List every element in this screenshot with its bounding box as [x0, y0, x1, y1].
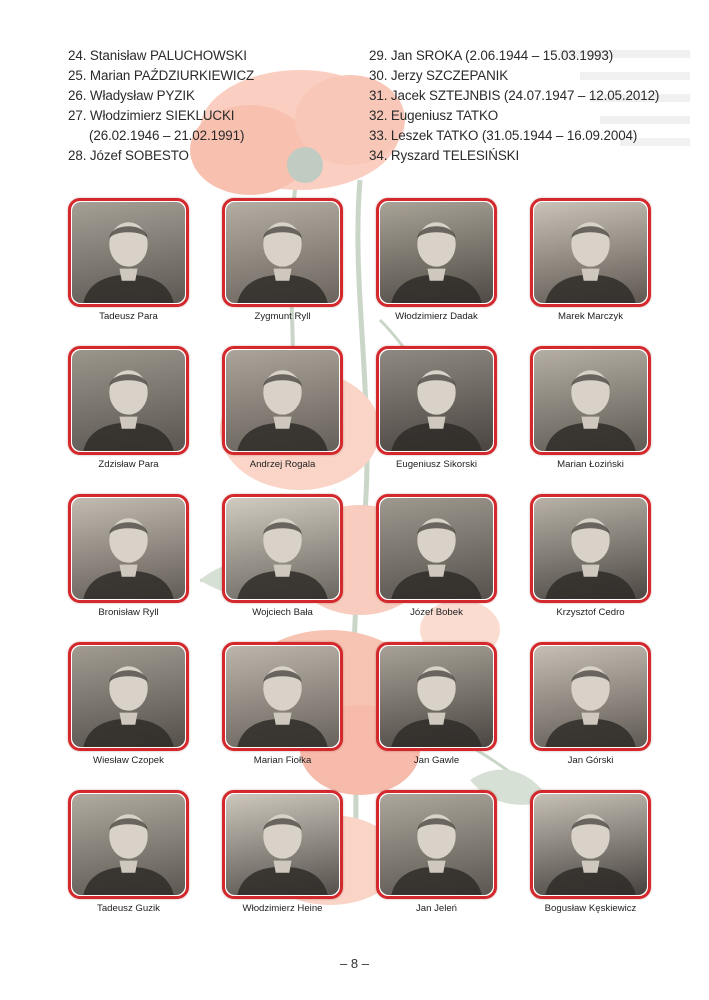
portrait-card: [530, 494, 651, 618]
portrait-photo: [534, 350, 647, 451]
portrait-caption: Wojciech Bała: [252, 607, 313, 618]
portrait-frame: [222, 198, 343, 307]
portrait-caption: Bronisław Ryll: [98, 607, 159, 618]
portrait-card: [376, 346, 497, 470]
portrait-card: [222, 346, 343, 470]
person-silhouette-icon: [226, 646, 339, 747]
portrait-caption: Wiesław Czopek: [93, 755, 164, 766]
portrait-photo: [534, 646, 647, 747]
portrait-caption: Marian Łoziński: [557, 459, 624, 470]
person-silhouette-icon: [380, 646, 493, 747]
portrait-card: [376, 198, 497, 322]
person-silhouette-icon: [226, 794, 339, 895]
portrait-photo: [226, 498, 339, 599]
portrait-caption: Bogusław Kęskiewicz: [544, 903, 637, 914]
portrait-frame: [376, 790, 497, 899]
person-silhouette-icon: [534, 202, 647, 303]
portrait-caption: Włodzimierz Heine: [242, 903, 323, 914]
person-silhouette-icon: [72, 498, 185, 599]
portrait-card: [376, 494, 497, 618]
portrait-card: [222, 642, 343, 766]
portrait-frame: [222, 790, 343, 899]
portrait-caption: Krzysztof Cedro: [556, 607, 625, 618]
list-item: 31. Jacek SZTEJNBIS (24.07.1947 – 12.05.2012): [369, 88, 660, 103]
portrait-frame: [530, 346, 651, 455]
portrait-card: [530, 642, 651, 766]
portrait-frame: [222, 642, 343, 751]
portrait-frame: [68, 494, 189, 603]
portrait-photo: [380, 794, 493, 895]
person-silhouette-icon: [534, 498, 647, 599]
portrait-caption: Tadeusz Guzik: [97, 903, 160, 914]
portrait-caption: Marek Marczyk: [557, 311, 624, 322]
list-item: 33. Leszek TATKO (31.05.1944 – 16.09.2004): [369, 128, 638, 143]
portrait-card: [68, 346, 189, 470]
names-list-left: [68, 46, 358, 166]
person-silhouette-icon: [72, 350, 185, 451]
portrait-frame: [530, 642, 651, 751]
portrait-photo: [72, 202, 185, 303]
portrait-caption: Eugeniusz Sikorski: [395, 459, 478, 470]
portrait-photo: [226, 350, 339, 451]
portrait-frame: [530, 494, 651, 603]
person-silhouette-icon: [380, 350, 493, 451]
portrait-card: [68, 494, 189, 618]
list-item: 30. Jerzy SZCZEPANIK: [369, 68, 509, 83]
portrait-photo: [380, 202, 493, 303]
page-number: – 8 –: [340, 956, 369, 971]
portrait-photo: [380, 646, 493, 747]
portrait-frame: [376, 642, 497, 751]
portrait-photo: [534, 794, 647, 895]
portrait-photo: [534, 498, 647, 599]
portrait-caption: Jan Gawle: [413, 755, 460, 766]
portrait-card: [376, 790, 497, 914]
portrait-card: [530, 790, 651, 914]
portrait-caption: Andrzej Rogala: [249, 459, 316, 470]
list-item-dates: (26.02.1946 – 21.02.1991): [89, 128, 245, 143]
person-silhouette-icon: [534, 794, 647, 895]
portrait-photo: [226, 646, 339, 747]
portrait-photo: [72, 350, 185, 451]
portrait-caption: Tadeusz Para: [99, 311, 158, 322]
list-item: 28. Józef SOBESTO: [68, 148, 189, 163]
list-item: 25. Marian PAŹDZIURKIEWICZ: [68, 68, 255, 83]
portrait-caption: Zygmunt Ryll: [254, 311, 311, 322]
portrait-card: [68, 642, 189, 766]
person-silhouette-icon: [72, 646, 185, 747]
person-silhouette-icon: [534, 646, 647, 747]
person-silhouette-icon: [72, 794, 185, 895]
person-silhouette-icon: [380, 498, 493, 599]
portrait-photo: [72, 498, 185, 599]
portrait-card: [530, 198, 651, 322]
person-silhouette-icon: [72, 202, 185, 303]
list-item: 27. Włodzimierz SIEKLUCKI: [68, 108, 235, 123]
portrait-frame: [222, 346, 343, 455]
portrait-card: [222, 790, 343, 914]
person-silhouette-icon: [380, 202, 493, 303]
person-silhouette-icon: [226, 350, 339, 451]
portrait-frame: [376, 346, 497, 455]
person-silhouette-icon: [226, 202, 339, 303]
portrait-caption: Zdzisław Para: [98, 459, 159, 470]
list-item: 32. Eugeniusz TATKO: [369, 108, 499, 123]
portrait-photo: [226, 202, 339, 303]
list-item: 34. Ryszard TELESIŃSKI: [369, 148, 520, 163]
list-item: 26. Władysław PYZIK: [68, 88, 195, 103]
portrait-frame: [68, 198, 189, 307]
portrait-photo: [380, 350, 493, 451]
person-silhouette-icon: [226, 498, 339, 599]
portrait-photo: [380, 498, 493, 599]
portrait-caption: Marian Fiołka: [253, 755, 312, 766]
portrait-frame: [376, 198, 497, 307]
portrait-frame: [68, 790, 189, 899]
person-silhouette-icon: [380, 794, 493, 895]
portrait-frame: [530, 198, 651, 307]
portrait-photo: [72, 794, 185, 895]
names-list-right: [369, 46, 689, 166]
portrait-frame: [68, 346, 189, 455]
portrait-photo: [226, 794, 339, 895]
portrait-card: [68, 790, 189, 914]
portrait-card: [68, 198, 189, 322]
portrait-card: [222, 198, 343, 322]
person-silhouette-icon: [534, 350, 647, 451]
portrait-card: [530, 346, 651, 470]
portrait-frame: [222, 494, 343, 603]
portrait-card: [376, 642, 497, 766]
portrait-grid: [68, 198, 651, 914]
portrait-caption: Włodzimierz Dadak: [395, 311, 478, 322]
portrait-photo: [534, 202, 647, 303]
list-item: 24. Stanisław PALUCHOWSKI: [68, 48, 247, 63]
portrait-photo: [72, 646, 185, 747]
portrait-frame: [68, 642, 189, 751]
list-item: 29. Jan SROKA (2.06.1944 – 15.03.1993): [369, 48, 614, 63]
portrait-frame: [376, 494, 497, 603]
portrait-card: [222, 494, 343, 618]
portrait-caption: Jan Jeleń: [415, 903, 458, 914]
portrait-caption: Józef Bobek: [410, 607, 463, 618]
portrait-frame: [530, 790, 651, 899]
portrait-caption: Jan Górski: [567, 755, 614, 766]
